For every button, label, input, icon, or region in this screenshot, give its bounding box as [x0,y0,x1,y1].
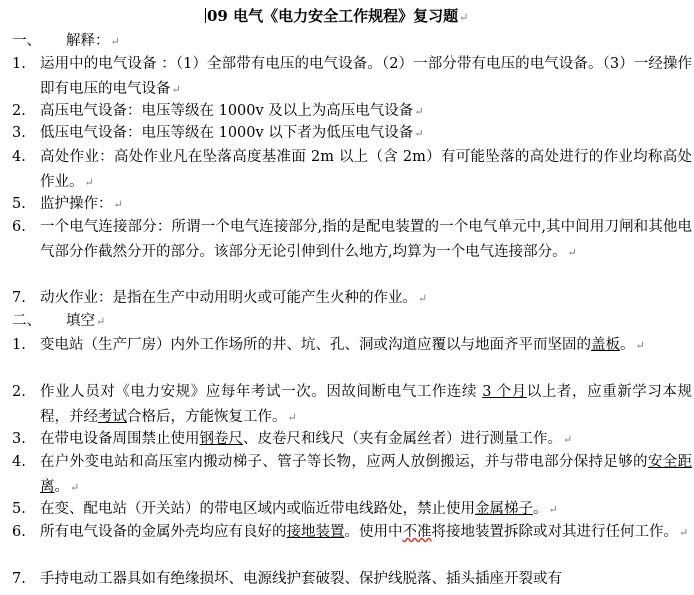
item-number: 2. [12,384,26,400]
item-number: 6. [12,524,26,540]
item-body: 在变、配电站（开关站）的带电区域内或临近带电线路处，禁止使用 [40,501,475,517]
item-text [40,121,692,147]
item-body: 所有电气设备的金属外壳均应有良好的 [40,524,287,540]
section-title: 填空 [66,313,95,329]
item-body: 在户外变电站和高压室内搬动梯子、管子等长物，应两人放倒搬运，并与带电部分保持足够的 [40,454,648,470]
item-text [40,192,692,218]
answer-blank: 安全距离 [40,454,693,495]
item-number: 4. [12,149,26,165]
item-body: 变电站（生产厂房）内外工作场所的井、坑、孔、洞或沟道应覆以与地面齐平而坚固的 [40,337,591,353]
item-number: 6. [12,219,26,235]
section-number: 一、 [12,33,41,49]
item-text [40,427,692,453]
document-title [205,6,468,28]
paragraph-mark-icon: ↵ [567,245,577,259]
item-number: 5. [12,501,26,517]
paragraph-mark-icon: ↵ [110,35,120,48]
item-body: 作业人员对《电力安规》应每年考试一次。因故间断电气工作连续 [40,384,483,400]
section-heading-fill-in [12,311,105,332]
item-number: 4. [12,454,26,470]
paragraph-mark-icon: ↵ [679,526,689,539]
item-body-middle: 。使用中 [344,524,403,540]
item-number: 1. [12,337,26,353]
section-number: 二、 [12,313,41,329]
item-body-middle: 以上者，应重新学习本规程，并经 [40,384,692,425]
answer-blank: 盖板 [591,337,620,353]
item-text [40,215,692,265]
item-number: 5. [12,196,26,212]
paragraph-mark-icon: ↵ [563,433,573,446]
paragraph-mark-icon: ↵ [548,503,558,516]
item-body: 一个电气连接部分：所谓一个电气连接部分,指的是配电装置的一个电气单元中,其中间用刀闸和其他电气部分作截然分开的部分。该部分无论引伸到什么地方,均算为一个电气连接部分。 [40,219,692,260]
paragraph-mark-icon: ↵ [287,410,297,424]
item-body-tail: 。 [54,478,69,495]
section-title: 解释： [66,33,110,49]
answer-blank: 钢卷尺 [199,431,243,447]
text-cursor [205,8,206,23]
paragraph-mark-icon: ↵ [418,292,428,305]
answer-blank: 3 个月 [482,384,527,400]
spellcheck-word: 不准 [402,524,432,540]
paragraph-mark-icon: ↵ [414,127,424,140]
item-body: 高处作业：高处作业凡在坠落高度基准面 2m 以上（含 2m）有可能坠落的高处进行的作业均称高处作业。 [40,149,692,190]
item-text [40,52,692,102]
item-body-tail: 合格后，方能恢复工作。 [127,408,287,425]
paragraph-mark-icon: ↵ [96,315,106,328]
item-body: 低压电气设备：电压等级在 1000v 以下者为低压电气设备 [40,125,414,141]
item-text [40,380,692,430]
item-text [40,333,692,359]
item-number: 3. [12,125,26,141]
item-body: 高压电气设备：电压等级在 1000v 及以上为高压电气设备 [40,103,414,119]
paragraph-mark-icon: ↵ [113,198,123,211]
item-number: 3. [12,431,26,447]
paragraph-mark-icon: ↵ [635,339,645,352]
item-number: 2. [12,103,26,119]
item-text [40,520,692,546]
item-text [40,286,692,312]
paragraph-mark-icon: ↵ [70,480,80,494]
answer-blank: 金属梯子 [475,501,533,517]
title-text: 09 电气《电力安全工作规程》复习题 [207,7,459,25]
item-body-tail: 将接地装置拆除或对其进行任何工作。 [431,524,678,540]
paragraph-mark-icon: ↵ [84,175,94,189]
section-heading-explanations [12,31,120,52]
answer-blank: 考试 [98,408,127,425]
item-text [40,145,692,195]
item-number: 7. [12,571,26,587]
item-body: 在带电设备周围禁止使用 [40,431,200,447]
answer-blank: 接地装置 [286,524,345,540]
paragraph-mark-icon: ↵ [459,11,469,24]
item-text [40,497,692,523]
paragraph-mark-icon: ↵ [171,82,181,96]
item-text [40,567,692,592]
item-body-tail: 。 [620,337,635,353]
item-number: 7. [12,290,26,306]
paragraph-mark-icon: ↵ [414,105,424,118]
item-body: 监护操作： [40,196,113,212]
item-text [40,450,692,500]
item-body: 手持电动工器具如有绝缘损坏、电源线护套破裂、保护线脱落、插头插座开裂或有 [40,571,562,587]
item-number: 1. [12,56,26,72]
item-body: 运用中的电气设备 ：（1）全部带有电压的电气设备。（2）一部分带有电压的电气设备。（3）一经操作即有电压的电气设备 [40,56,692,97]
item-body: 动火作业：是指在生产中动用明火或可能产生火种的作业。 [40,290,417,306]
item-body-tail: 、皮卷尺和线尺（夹有金属丝者）进行测量工作。 [243,431,562,447]
item-body-tail: 。 [533,501,548,517]
